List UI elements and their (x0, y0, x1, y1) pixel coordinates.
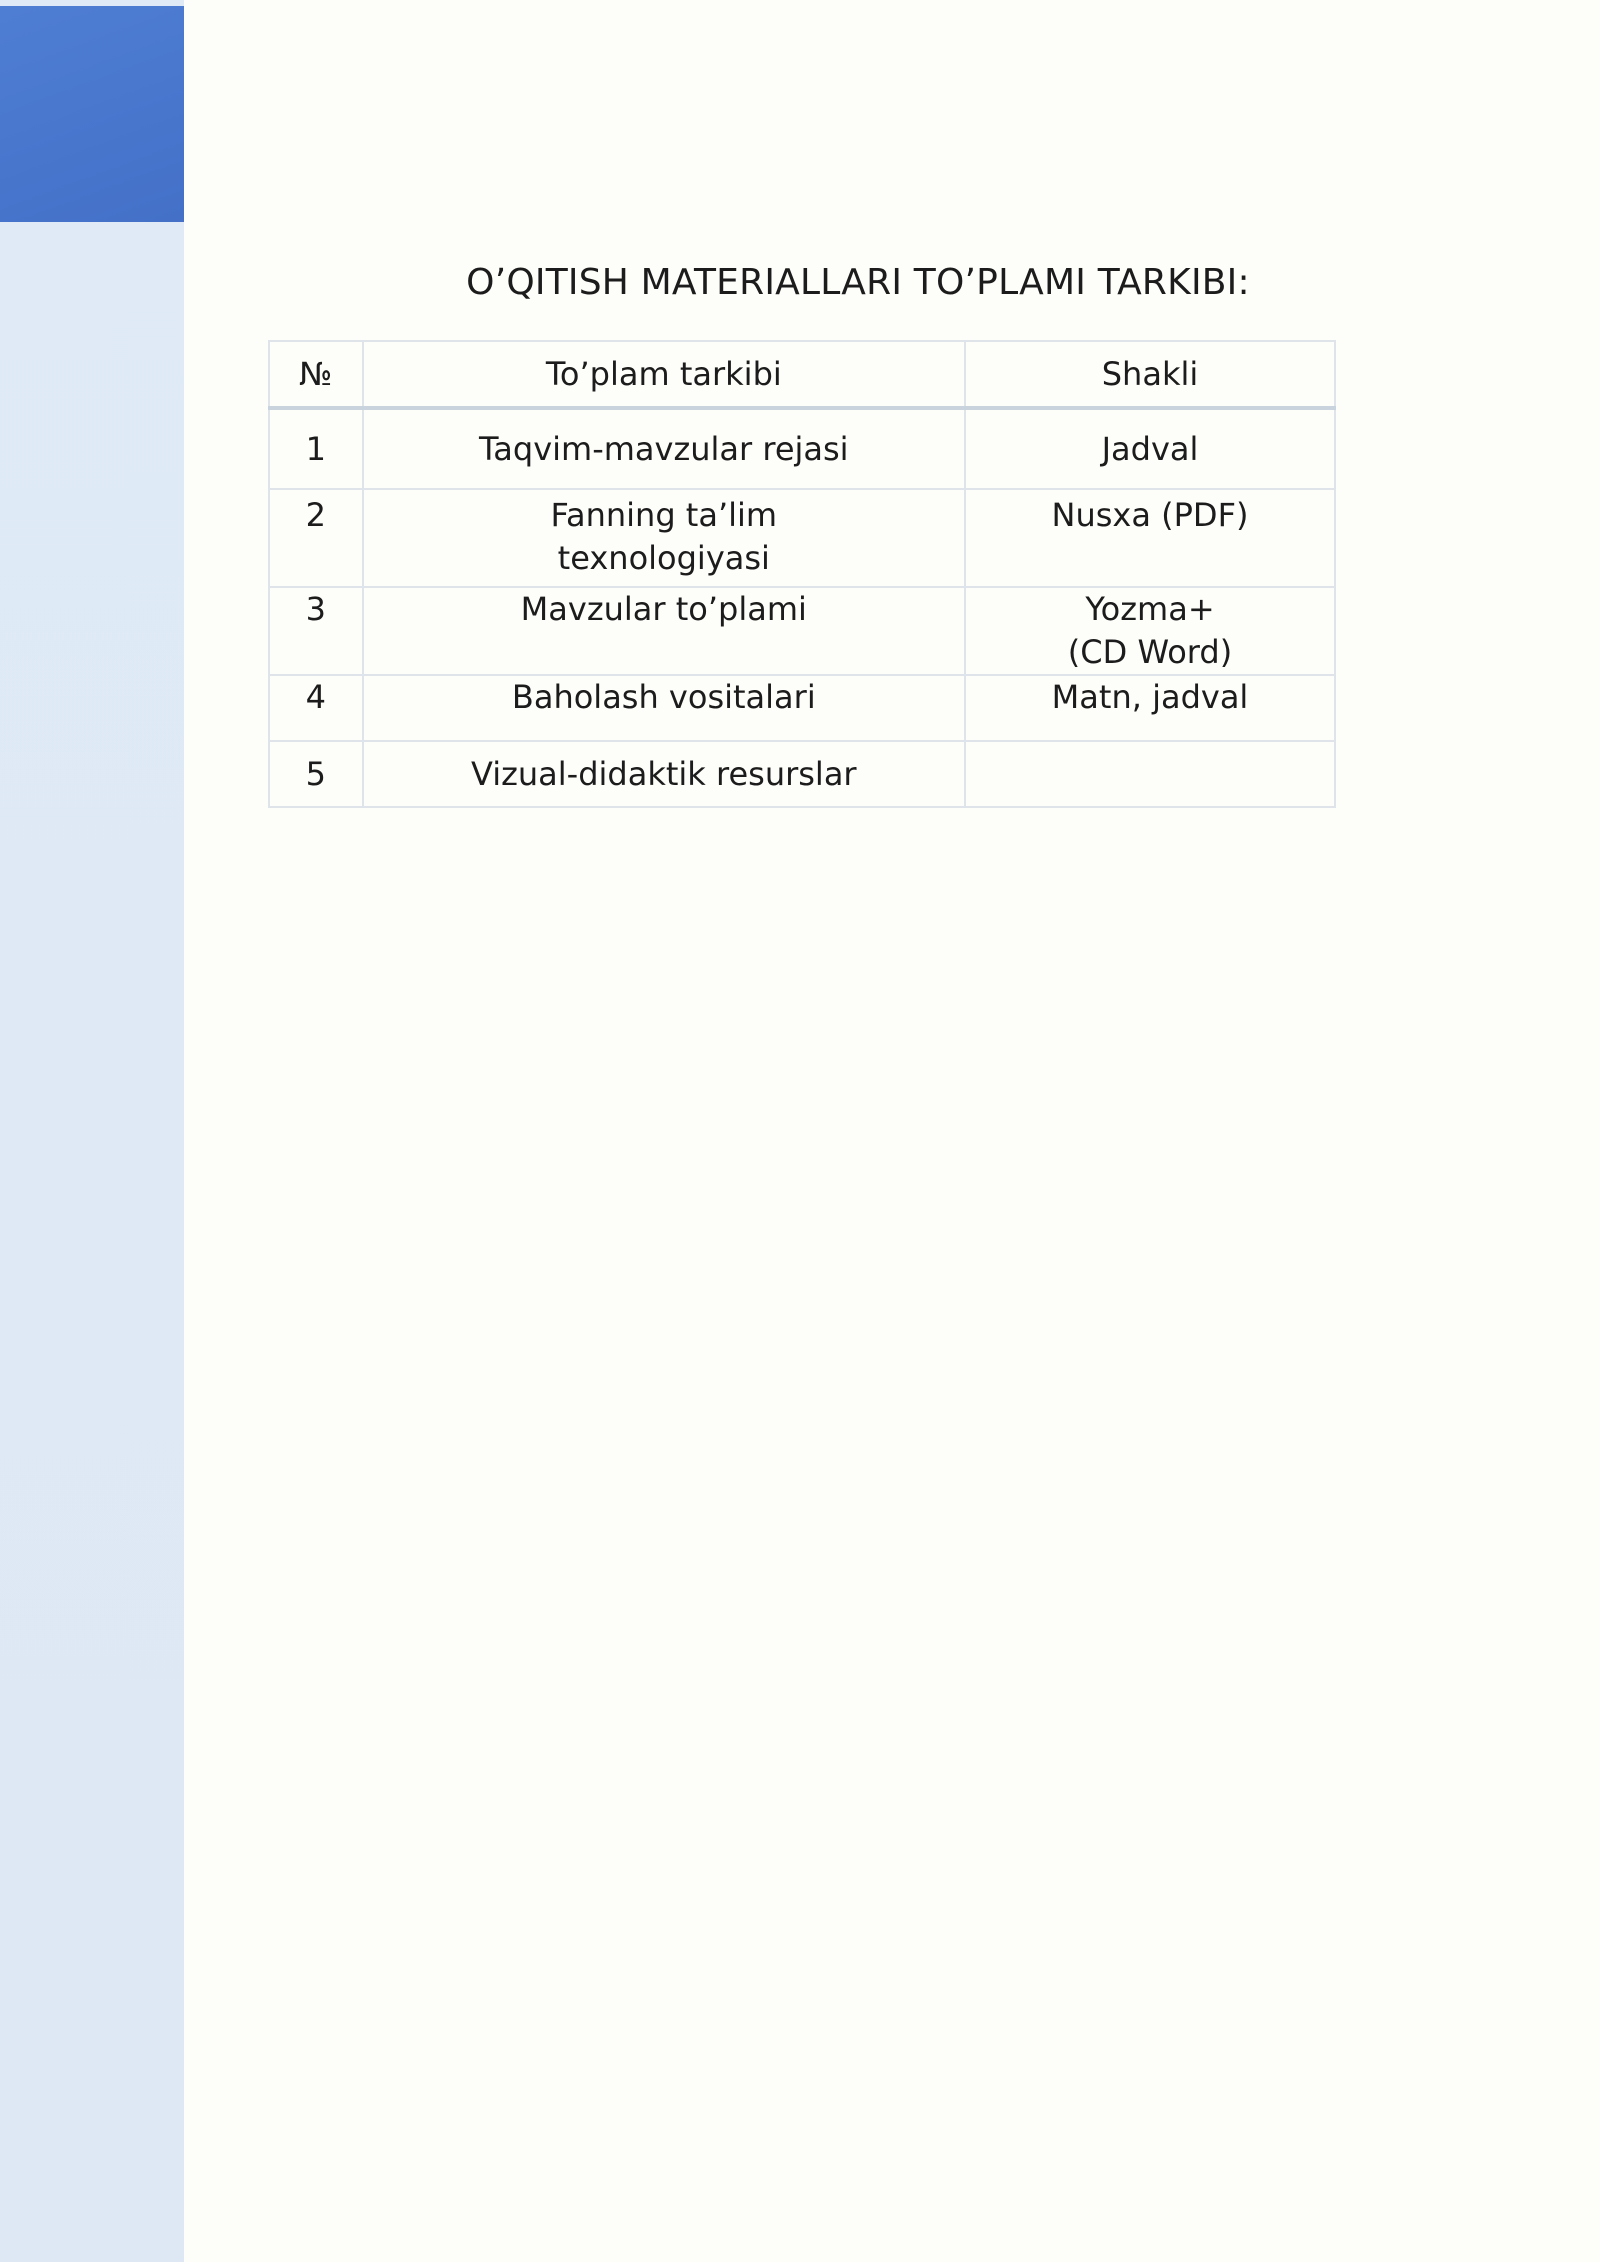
row-form (965, 587, 1335, 675)
table-row (269, 741, 1335, 807)
table-header-row (269, 341, 1335, 408)
row-item: Taqvim-mavzular rejasi (363, 408, 965, 489)
row-form: Jadval (965, 408, 1335, 489)
row-form: Matn, jadval (965, 675, 1335, 741)
corner-accent-block (0, 6, 184, 222)
page-title: O’QITISH MATERIALLARI TO’PLAMI TARKIBI: (466, 262, 1250, 303)
row-number: 1 (269, 408, 363, 489)
row-item: Baholash vositalari (363, 675, 965, 741)
header-number: № (269, 341, 363, 408)
table-row (269, 489, 1335, 587)
table-row (269, 587, 1335, 675)
header-contents: To’plam tarkibi (363, 341, 965, 408)
row-item (363, 489, 965, 587)
row-number: 3 (269, 587, 363, 675)
row-item: Vizual-didaktik resurslar (363, 741, 965, 807)
row-number: 2 (269, 489, 363, 587)
contents-table (268, 340, 1336, 808)
row-item: Mavzular to’plami (363, 587, 965, 675)
table-row (269, 675, 1335, 741)
row-form (965, 741, 1335, 807)
row-form-text: Yozma+(CD Word) (1067, 590, 1233, 671)
row-item-text: Fanning ta’lim texnologiyasi (550, 496, 778, 577)
row-number: 4 (269, 675, 363, 741)
side-decoration-strip (0, 0, 184, 2262)
row-form: Nusxa (PDF) (965, 489, 1335, 587)
row-number: 5 (269, 741, 363, 807)
header-form: Shakli (965, 341, 1335, 408)
table-row (269, 408, 1335, 489)
